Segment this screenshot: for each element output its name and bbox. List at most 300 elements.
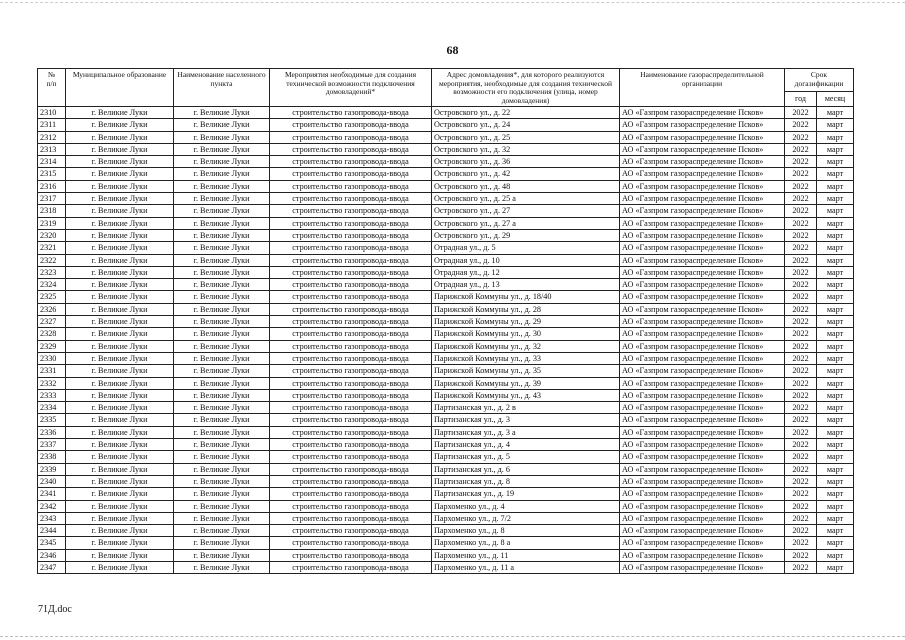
- cell-row-number: 2341: [38, 488, 66, 500]
- cell-measure: строительство газопровода-ввода: [270, 328, 432, 340]
- cell-organization: АО «Газпром газораспределение Псков»: [620, 561, 785, 573]
- cell-organization: АО «Газпром газораспределение Псков»: [620, 537, 785, 549]
- cell-year: 2022: [785, 254, 817, 266]
- table-row: [38, 352, 854, 364]
- cell-organization: АО «Газпром газораспределение Псков»: [620, 242, 785, 254]
- cell-settlement: г. Великие Луки: [174, 561, 270, 573]
- cell-municipality: г. Великие Луки: [66, 266, 174, 278]
- table-row: [38, 475, 854, 487]
- cell-address: Парижской Коммуны ул., д. 30: [432, 328, 620, 340]
- cell-month: март: [817, 525, 854, 537]
- cell-settlement: г. Великие Луки: [174, 549, 270, 561]
- cell-municipality: г. Великие Луки: [66, 500, 174, 512]
- cell-year: 2022: [785, 463, 817, 475]
- cell-organization: АО «Газпром газораспределение Псков»: [620, 143, 785, 155]
- cell-organization: АО «Газпром газораспределение Псков»: [620, 389, 785, 401]
- cell-row-number: 2318: [38, 205, 66, 217]
- table-row: [38, 451, 854, 463]
- cell-year: 2022: [785, 217, 817, 229]
- cell-settlement: г. Великие Луки: [174, 168, 270, 180]
- cell-row-number: 2310: [38, 107, 66, 119]
- cell-measure: строительство газопровода-ввода: [270, 266, 432, 278]
- cell-measure: строительство газопровода-ввода: [270, 439, 432, 451]
- cell-measure: строительство газопровода-ввода: [270, 377, 432, 389]
- cell-row-number: 2326: [38, 303, 66, 315]
- cell-year: 2022: [785, 279, 817, 291]
- cell-settlement: г. Великие Луки: [174, 451, 270, 463]
- cell-year: 2022: [785, 168, 817, 180]
- cell-measure: строительство газопровода-ввода: [270, 463, 432, 475]
- cell-settlement: г. Великие Луки: [174, 205, 270, 217]
- cell-settlement: г. Великие Луки: [174, 303, 270, 315]
- cell-measure: строительство газопровода-ввода: [270, 254, 432, 266]
- cell-row-number: 2344: [38, 525, 66, 537]
- cell-municipality: г. Великие Луки: [66, 426, 174, 438]
- table-row: [38, 143, 854, 155]
- table-row: [38, 488, 854, 500]
- cell-year: 2022: [785, 328, 817, 340]
- header-municipality: Муниципальное образование: [66, 69, 174, 107]
- cell-settlement: г. Великие Луки: [174, 340, 270, 352]
- table-row: [38, 500, 854, 512]
- cell-measure: строительство газопровода-ввода: [270, 365, 432, 377]
- cell-settlement: г. Великие Луки: [174, 193, 270, 205]
- cell-settlement: г. Великие Луки: [174, 352, 270, 364]
- cell-year: 2022: [785, 242, 817, 254]
- cell-measure: строительство газопровода-ввода: [270, 193, 432, 205]
- cell-year: 2022: [785, 193, 817, 205]
- cell-month: март: [817, 279, 854, 291]
- cell-year: 2022: [785, 229, 817, 241]
- cell-address: Островского ул., д. 48: [432, 180, 620, 192]
- cell-measure: строительство газопровода-ввода: [270, 340, 432, 352]
- table-row: [38, 205, 854, 217]
- table-row: [38, 131, 854, 143]
- cell-municipality: г. Великие Луки: [66, 254, 174, 266]
- cell-row-number: 2324: [38, 279, 66, 291]
- cell-organization: АО «Газпром газораспределение Псков»: [620, 463, 785, 475]
- cell-month: март: [817, 180, 854, 192]
- cell-address: Островского ул., д. 25: [432, 131, 620, 143]
- cell-settlement: г. Великие Луки: [174, 180, 270, 192]
- cell-settlement: г. Великие Луки: [174, 107, 270, 119]
- cell-municipality: г. Великие Луки: [66, 193, 174, 205]
- cell-settlement: г. Великие Луки: [174, 156, 270, 168]
- cell-address: Пархоменко ул., д. 11 а: [432, 561, 620, 573]
- header-month: месяц: [817, 92, 854, 107]
- cell-municipality: г. Великие Луки: [66, 365, 174, 377]
- cell-municipality: г. Великие Луки: [66, 242, 174, 254]
- cell-organization: АО «Газпром газораспределение Псков»: [620, 119, 785, 131]
- cell-organization: АО «Газпром газораспределение Псков»: [620, 291, 785, 303]
- cell-year: 2022: [785, 439, 817, 451]
- table-row: [38, 193, 854, 205]
- cell-year: 2022: [785, 426, 817, 438]
- cell-organization: АО «Газпром газораспределение Псков»: [620, 217, 785, 229]
- cell-municipality: г. Великие Луки: [66, 475, 174, 487]
- cell-municipality: г. Великие Луки: [66, 229, 174, 241]
- cell-month: март: [817, 193, 854, 205]
- cell-address: Отрадная ул., д. 12: [432, 266, 620, 278]
- cell-organization: АО «Газпром газораспределение Псков»: [620, 402, 785, 414]
- cell-settlement: г. Великие Луки: [174, 389, 270, 401]
- cell-address: Парижской Коммуны ул., д. 29: [432, 316, 620, 328]
- cell-month: март: [817, 328, 854, 340]
- cell-organization: АО «Газпром газораспределение Псков»: [620, 316, 785, 328]
- cell-measure: строительство газопровода-ввода: [270, 180, 432, 192]
- cell-address: Парижской Коммуны ул., д. 18/40: [432, 291, 620, 303]
- cell-month: март: [817, 316, 854, 328]
- cell-settlement: г. Великие Луки: [174, 291, 270, 303]
- cell-address: Партизанская ул., д. 5: [432, 451, 620, 463]
- cell-municipality: г. Великие Луки: [66, 328, 174, 340]
- cell-municipality: г. Великие Луки: [66, 316, 174, 328]
- cell-settlement: г. Великие Луки: [174, 488, 270, 500]
- cell-year: 2022: [785, 340, 817, 352]
- cell-month: март: [817, 561, 854, 573]
- cell-measure: строительство газопровода-ввода: [270, 488, 432, 500]
- cell-municipality: г. Великие Луки: [66, 463, 174, 475]
- cell-month: март: [817, 217, 854, 229]
- table-row: [38, 340, 854, 352]
- cell-year: 2022: [785, 525, 817, 537]
- table-row: [38, 180, 854, 192]
- cell-month: март: [817, 475, 854, 487]
- cell-month: март: [817, 131, 854, 143]
- cell-municipality: г. Великие Луки: [66, 131, 174, 143]
- cell-municipality: г. Великие Луки: [66, 352, 174, 364]
- cell-row-number: 2315: [38, 168, 66, 180]
- cell-address: Пархоменко ул., д. 4: [432, 500, 620, 512]
- table-row: [38, 525, 854, 537]
- cell-organization: АО «Газпром газораспределение Псков»: [620, 426, 785, 438]
- cell-municipality: г. Великие Луки: [66, 488, 174, 500]
- cell-settlement: г. Великие Луки: [174, 475, 270, 487]
- cell-address: Парижской Коммуны ул., д. 43: [432, 389, 620, 401]
- cell-row-number: 2338: [38, 451, 66, 463]
- cell-month: март: [817, 365, 854, 377]
- cell-municipality: г. Великие Луки: [66, 180, 174, 192]
- cell-row-number: 2317: [38, 193, 66, 205]
- cell-settlement: г. Великие Луки: [174, 414, 270, 426]
- cell-year: 2022: [785, 537, 817, 549]
- cell-measure: строительство газопровода-ввода: [270, 119, 432, 131]
- header-organization: Наименование газораспределительной организации: [620, 69, 785, 107]
- cell-measure: строительство газопровода-ввода: [270, 316, 432, 328]
- cell-organization: АО «Газпром газораспределение Псков»: [620, 512, 785, 524]
- table-row: [38, 439, 854, 451]
- cell-measure: строительство газопровода-ввода: [270, 168, 432, 180]
- cell-organization: АО «Газпром газораспределение Псков»: [620, 352, 785, 364]
- header-settlement: Наименование населенного пункта: [174, 69, 270, 107]
- table-row: [38, 168, 854, 180]
- cell-organization: АО «Газпром газораспределение Псков»: [620, 340, 785, 352]
- cell-measure: строительство газопровода-ввода: [270, 279, 432, 291]
- cell-address: Партизанская ул., д. 3: [432, 414, 620, 426]
- table-row: [38, 389, 854, 401]
- cell-row-number: 2335: [38, 414, 66, 426]
- cell-row-number: 2313: [38, 143, 66, 155]
- table-row: [38, 156, 854, 168]
- cell-settlement: г. Великие Луки: [174, 316, 270, 328]
- cell-month: март: [817, 512, 854, 524]
- cell-row-number: 2346: [38, 549, 66, 561]
- cell-year: 2022: [785, 365, 817, 377]
- cell-measure: строительство газопровода-ввода: [270, 156, 432, 168]
- cell-organization: АО «Газпром газораспределение Псков»: [620, 525, 785, 537]
- cell-municipality: г. Великие Луки: [66, 377, 174, 389]
- cell-month: март: [817, 377, 854, 389]
- cell-address: Островского ул., д. 25 а: [432, 193, 620, 205]
- cell-month: март: [817, 242, 854, 254]
- cell-row-number: 2337: [38, 439, 66, 451]
- cell-municipality: г. Великие Луки: [66, 119, 174, 131]
- table-row: [38, 254, 854, 266]
- cell-municipality: г. Великие Луки: [66, 451, 174, 463]
- cell-settlement: г. Великие Луки: [174, 254, 270, 266]
- cell-address: Островского ул., д. 36: [432, 156, 620, 168]
- cell-address: Партизанская ул., д. 19: [432, 488, 620, 500]
- cell-measure: строительство газопровода-ввода: [270, 303, 432, 315]
- cell-municipality: г. Великие Луки: [66, 512, 174, 524]
- cell-row-number: 2321: [38, 242, 66, 254]
- cell-row-number: 2330: [38, 352, 66, 364]
- scan-edge-bottom: [0, 636, 905, 637]
- cell-municipality: г. Великие Луки: [66, 537, 174, 549]
- cell-row-number: 2316: [38, 180, 66, 192]
- cell-municipality: г. Великие Луки: [66, 340, 174, 352]
- cell-organization: АО «Газпром газораспределение Псков»: [620, 303, 785, 315]
- cell-row-number: 2334: [38, 402, 66, 414]
- cell-row-number: 2328: [38, 328, 66, 340]
- cell-month: март: [817, 143, 854, 155]
- cell-month: март: [817, 389, 854, 401]
- cell-row-number: 2314: [38, 156, 66, 168]
- cell-measure: строительство газопровода-ввода: [270, 512, 432, 524]
- cell-month: март: [817, 414, 854, 426]
- cell-row-number: 2329: [38, 340, 66, 352]
- cell-settlement: г. Великие Луки: [174, 537, 270, 549]
- cell-measure: строительство газопровода-ввода: [270, 414, 432, 426]
- table-row: [38, 291, 854, 303]
- cell-municipality: г. Великие Луки: [66, 291, 174, 303]
- cell-address: Партизанская ул., д. 3 а: [432, 426, 620, 438]
- header-address: Адрес домовладения*, для которого реализуются мероприятия, необходимые для создания технической возможности его подключения (улица, номер домовладения): [432, 69, 620, 107]
- cell-settlement: г. Великие Луки: [174, 328, 270, 340]
- table-row: [38, 426, 854, 438]
- cell-settlement: г. Великие Луки: [174, 119, 270, 131]
- cell-measure: строительство газопровода-ввода: [270, 242, 432, 254]
- cell-address: Островского ул., д. 32: [432, 143, 620, 155]
- cell-municipality: г. Великие Луки: [66, 525, 174, 537]
- cell-month: март: [817, 439, 854, 451]
- cell-year: 2022: [785, 475, 817, 487]
- header-num: № п/п: [38, 69, 66, 107]
- cell-month: март: [817, 500, 854, 512]
- cell-settlement: г. Великие Луки: [174, 377, 270, 389]
- cell-measure: строительство газопровода-ввода: [270, 217, 432, 229]
- cell-address: Парижской Коммуны ул., д. 35: [432, 365, 620, 377]
- cell-municipality: г. Великие Луки: [66, 561, 174, 573]
- cell-municipality: г. Великие Луки: [66, 439, 174, 451]
- cell-year: 2022: [785, 303, 817, 315]
- cell-settlement: г. Великие Луки: [174, 131, 270, 143]
- cell-address: Островского ул., д. 27: [432, 205, 620, 217]
- cell-measure: строительство газопровода-ввода: [270, 107, 432, 119]
- cell-address: Парижской Коммуны ул., д. 32: [432, 340, 620, 352]
- cell-address: Островского ул., д. 24: [432, 119, 620, 131]
- cell-organization: АО «Газпром газораспределение Псков»: [620, 377, 785, 389]
- cell-municipality: г. Великие Луки: [66, 414, 174, 426]
- cell-row-number: 2312: [38, 131, 66, 143]
- cell-address: Партизанская ул., д. 2 в: [432, 402, 620, 414]
- cell-organization: АО «Газпром газораспределение Псков»: [620, 180, 785, 192]
- cell-year: 2022: [785, 414, 817, 426]
- cell-municipality: г. Великие Луки: [66, 402, 174, 414]
- cell-year: 2022: [785, 561, 817, 573]
- cell-organization: АО «Газпром газораспределение Псков»: [620, 107, 785, 119]
- cell-settlement: г. Великие Луки: [174, 439, 270, 451]
- cell-municipality: г. Великие Луки: [66, 156, 174, 168]
- table-row: [38, 316, 854, 328]
- cell-municipality: г. Великие Луки: [66, 389, 174, 401]
- cell-month: март: [817, 488, 854, 500]
- table-row: [38, 512, 854, 524]
- cell-year: 2022: [785, 291, 817, 303]
- cell-month: март: [817, 254, 854, 266]
- cell-settlement: г. Великие Луки: [174, 426, 270, 438]
- cell-row-number: 2327: [38, 316, 66, 328]
- cell-settlement: г. Великие Луки: [174, 229, 270, 241]
- cell-address: Парижской Коммуны ул., д. 33: [432, 352, 620, 364]
- cell-month: март: [817, 107, 854, 119]
- cell-year: 2022: [785, 512, 817, 524]
- cell-address: Островского ул., д. 27 а: [432, 217, 620, 229]
- cell-settlement: г. Великие Луки: [174, 402, 270, 414]
- cell-month: март: [817, 426, 854, 438]
- cell-settlement: г. Великие Луки: [174, 500, 270, 512]
- cell-organization: АО «Газпром газораспределение Псков»: [620, 475, 785, 487]
- cell-month: март: [817, 156, 854, 168]
- table-row: [38, 549, 854, 561]
- cell-row-number: 2331: [38, 365, 66, 377]
- footer-file-name: 71Д.doc: [38, 604, 72, 615]
- table-row: [38, 107, 854, 119]
- cell-month: март: [817, 352, 854, 364]
- cell-year: 2022: [785, 402, 817, 414]
- cell-organization: АО «Газпром газораспределение Псков»: [620, 205, 785, 217]
- cell-measure: строительство газопровода-ввода: [270, 402, 432, 414]
- cell-measure: строительство газопровода-ввода: [270, 352, 432, 364]
- table-row: [38, 266, 854, 278]
- table-row: [38, 463, 854, 475]
- cell-organization: АО «Газпром газораспределение Псков»: [620, 266, 785, 278]
- table-row: [38, 217, 854, 229]
- cell-row-number: 2347: [38, 561, 66, 573]
- cell-month: март: [817, 549, 854, 561]
- cell-measure: строительство газопровода-ввода: [270, 131, 432, 143]
- table-row: [38, 119, 854, 131]
- cell-address: Островского ул., д. 42: [432, 168, 620, 180]
- cell-measure: строительство газопровода-ввода: [270, 143, 432, 155]
- table-row: [38, 242, 854, 254]
- table-row: [38, 229, 854, 241]
- cell-address: Парижской Коммуны ул., д. 39: [432, 377, 620, 389]
- cell-month: март: [817, 303, 854, 315]
- cell-month: март: [817, 266, 854, 278]
- cell-organization: АО «Газпром газораспределение Псков»: [620, 451, 785, 463]
- table-row: [38, 537, 854, 549]
- cell-measure: строительство газопровода-ввода: [270, 475, 432, 487]
- cell-address: Пархоменко ул., д. 7/2: [432, 512, 620, 524]
- cell-year: 2022: [785, 180, 817, 192]
- cell-address: Отрадная ул., д. 13: [432, 279, 620, 291]
- cell-month: март: [817, 168, 854, 180]
- cell-measure: строительство газопровода-ввода: [270, 537, 432, 549]
- cell-row-number: 2325: [38, 291, 66, 303]
- page-number: 68: [446, 43, 459, 57]
- table-row: [38, 365, 854, 377]
- cell-address: Островского ул., д. 29: [432, 229, 620, 241]
- cell-row-number: 2345: [38, 537, 66, 549]
- cell-row-number: 2342: [38, 500, 66, 512]
- table-body: [38, 107, 854, 574]
- cell-address: Партизанская ул., д. 4: [432, 439, 620, 451]
- cell-address: Отрадная ул., д. 10: [432, 254, 620, 266]
- cell-municipality: г. Великие Луки: [66, 217, 174, 229]
- cell-address: Партизанская ул., д. 6: [432, 463, 620, 475]
- cell-month: март: [817, 537, 854, 549]
- cell-organization: АО «Газпром газораспределение Псков»: [620, 488, 785, 500]
- header-measures: Мероприятия необходимые для создания технической возможности подключения домовладений*: [270, 69, 432, 107]
- cell-year: 2022: [785, 549, 817, 561]
- cell-settlement: г. Великие Луки: [174, 279, 270, 291]
- cell-month: март: [817, 463, 854, 475]
- cell-address: Пархоменко ул., д. 11: [432, 549, 620, 561]
- cell-organization: АО «Газпром газораспределение Псков»: [620, 254, 785, 266]
- cell-organization: АО «Газпром газораспределение Псков»: [620, 279, 785, 291]
- cell-measure: строительство газопровода-ввода: [270, 561, 432, 573]
- cell-settlement: г. Великие Луки: [174, 525, 270, 537]
- cell-year: 2022: [785, 266, 817, 278]
- table-row: [38, 328, 854, 340]
- cell-settlement: г. Великие Луки: [174, 266, 270, 278]
- cell-row-number: 2323: [38, 266, 66, 278]
- scan-edge-top: [0, 2, 905, 3]
- cell-measure: строительство газопровода-ввода: [270, 549, 432, 561]
- cell-measure: строительство газопровода-ввода: [270, 426, 432, 438]
- cell-month: март: [817, 205, 854, 217]
- cell-municipality: г. Великие Луки: [66, 143, 174, 155]
- cell-measure: строительство газопровода-ввода: [270, 229, 432, 241]
- table-row: [38, 303, 854, 315]
- cell-measure: строительство газопровода-ввода: [270, 291, 432, 303]
- cell-month: март: [817, 451, 854, 463]
- cell-row-number: 2340: [38, 475, 66, 487]
- cell-row-number: 2319: [38, 217, 66, 229]
- cell-settlement: г. Великие Луки: [174, 143, 270, 155]
- cell-organization: АО «Газпром газораспределение Псков»: [620, 439, 785, 451]
- cell-year: 2022: [785, 352, 817, 364]
- cell-row-number: 2332: [38, 377, 66, 389]
- cell-year: 2022: [785, 500, 817, 512]
- cell-organization: АО «Газпром газораспределение Псков»: [620, 168, 785, 180]
- cell-year: 2022: [785, 107, 817, 119]
- cell-year: 2022: [785, 119, 817, 131]
- cell-municipality: г. Великие Луки: [66, 549, 174, 561]
- cell-month: март: [817, 402, 854, 414]
- cell-organization: АО «Газпром газораспределение Псков»: [620, 131, 785, 143]
